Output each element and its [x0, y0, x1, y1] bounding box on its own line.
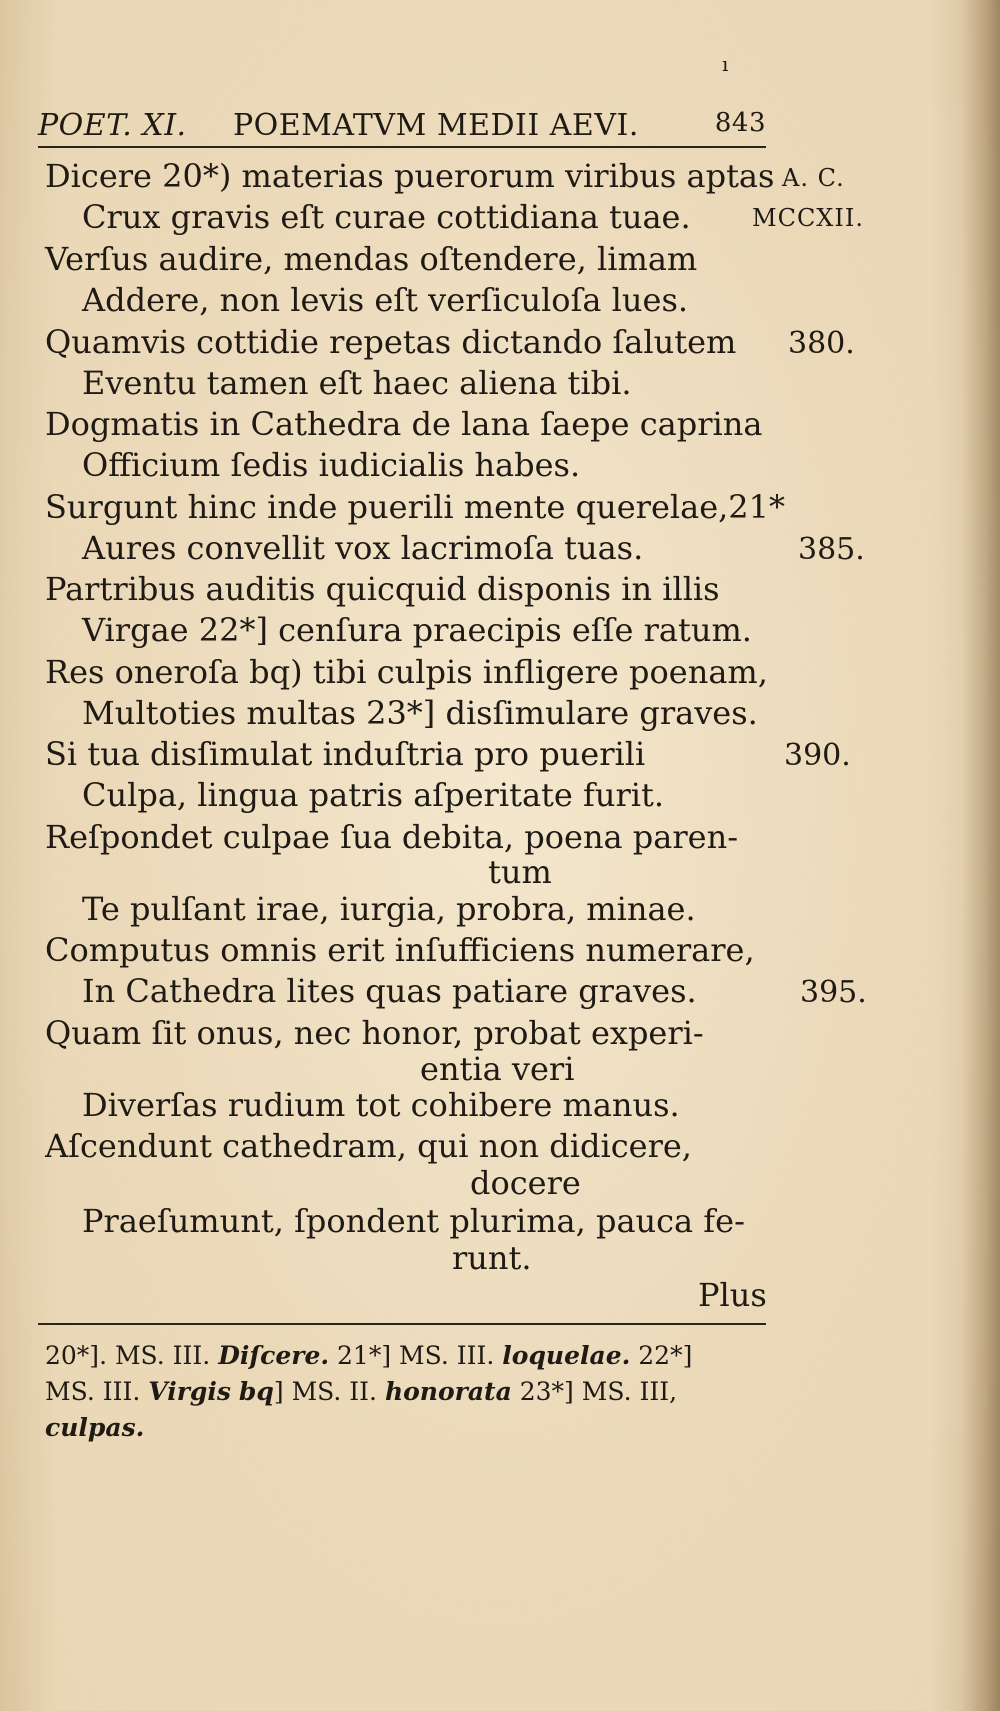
- verse-line: Addere, non levis eſt verſiculoſa lues.: [82, 281, 689, 319]
- footnotes: [45, 1338, 775, 1446]
- footnote-ref: 21*] MS. III.: [337, 1341, 495, 1370]
- verse-line: Quamvis cottidie repetas dictando ſalutem: [45, 323, 737, 361]
- footnote-variant: bq: [238, 1377, 274, 1406]
- footnote-variant: Virgis: [148, 1377, 231, 1406]
- footnote-variant: culpas.: [45, 1413, 145, 1442]
- catchword: Plus: [698, 1276, 767, 1314]
- verse-runover: tum: [488, 853, 552, 891]
- footnote-line: [45, 1374, 775, 1410]
- verse-line: Culpa, lingua patris aſperitate furit.: [82, 776, 664, 814]
- page-number: 843: [714, 108, 766, 138]
- verse-line: Virgae 22*] cenſura praecipis eſſe ratum.: [82, 611, 752, 649]
- line-number: 385.: [798, 532, 865, 567]
- running-header: [38, 108, 766, 144]
- verse-line: In Cathedra lites quas patiare graves.: [82, 972, 697, 1010]
- verse-line: Quam ſit onus, nec honor, probat experi-: [45, 1014, 704, 1052]
- verse-line: Surgunt hinc inde puerili mente querelae,21*: [45, 488, 786, 526]
- verse-runover: entia veri: [420, 1050, 575, 1088]
- verse-line: Eventu tamen eſt haec aliena tibi.: [82, 364, 632, 402]
- verse-line: Si tua disſimulat induſtria pro puerili: [45, 735, 646, 773]
- margin-year-label: A. C.: [782, 164, 845, 192]
- signature-mark: ı: [722, 52, 729, 76]
- header-rule: [38, 146, 766, 148]
- margin-year-value: MCCXII.: [752, 204, 864, 232]
- header-title: POEMATVM MEDII AEVI.: [233, 108, 639, 143]
- line-number: 390.: [784, 738, 851, 773]
- verse-runover: runt.: [452, 1239, 532, 1277]
- verse-runover: docere: [470, 1164, 581, 1202]
- verse-line: Verſus audire, mendas oſtendere, limam: [45, 240, 698, 278]
- footnote-variant: Diſcere.: [218, 1341, 330, 1370]
- verse-line: Reſpondet culpae ſua debita, poena paren-: [45, 818, 739, 856]
- footnote-rule: [38, 1323, 766, 1325]
- footnote-ref: 23*] MS. III,: [519, 1377, 678, 1406]
- footnote-variant: loquelae.: [502, 1341, 631, 1370]
- line-number: 380.: [788, 326, 855, 361]
- footnote-ref: 20*]. MS. III.: [45, 1341, 211, 1370]
- verse-line: Officium ſedis iudicialis habes.: [82, 446, 581, 484]
- verse-line: Aures convellit vox lacrimoſa tuas.: [82, 529, 644, 567]
- footnote-ref: ] MS. II.: [273, 1377, 377, 1406]
- verse-line: Dogmatis in Cathedra de lana ſaepe caprina: [45, 405, 763, 443]
- header-section: POET. XI.: [38, 108, 187, 143]
- verse-line: Computus omnis erit inſufficiens numerare,: [45, 931, 755, 969]
- verse-line: Aſcendunt cathedram, qui non didicere,: [45, 1127, 692, 1165]
- footnote-variant: honorata: [384, 1377, 512, 1406]
- footnote-line: [45, 1338, 775, 1374]
- verse-line: Multoties multas 23*] disſimulare graves.: [82, 694, 758, 732]
- verse-line: Te pulſant irae, iurgia, probra, minae.: [82, 890, 696, 928]
- footnote-ref: MS. III.: [45, 1377, 141, 1406]
- line-number: 395.: [800, 975, 867, 1010]
- footnote-line: [45, 1410, 775, 1446]
- verse-line: Dicere 20*) materias puerorum viribus aptas: [45, 157, 775, 195]
- verse-line: Praeſumunt, ſpondent plurima, pauca fe-: [82, 1202, 745, 1240]
- verse-line: Diverſas rudium tot cohibere manus.: [82, 1086, 680, 1124]
- footnote-ref: 22*]: [638, 1341, 693, 1370]
- verse-line: Crux gravis eſt curae cottidiana tuae.: [82, 198, 691, 236]
- verse-line: Res oneroſa bq) tibi culpis infligere poenam,: [45, 653, 768, 691]
- verse-line: Partribus auditis quicquid disponis in illis: [45, 570, 720, 608]
